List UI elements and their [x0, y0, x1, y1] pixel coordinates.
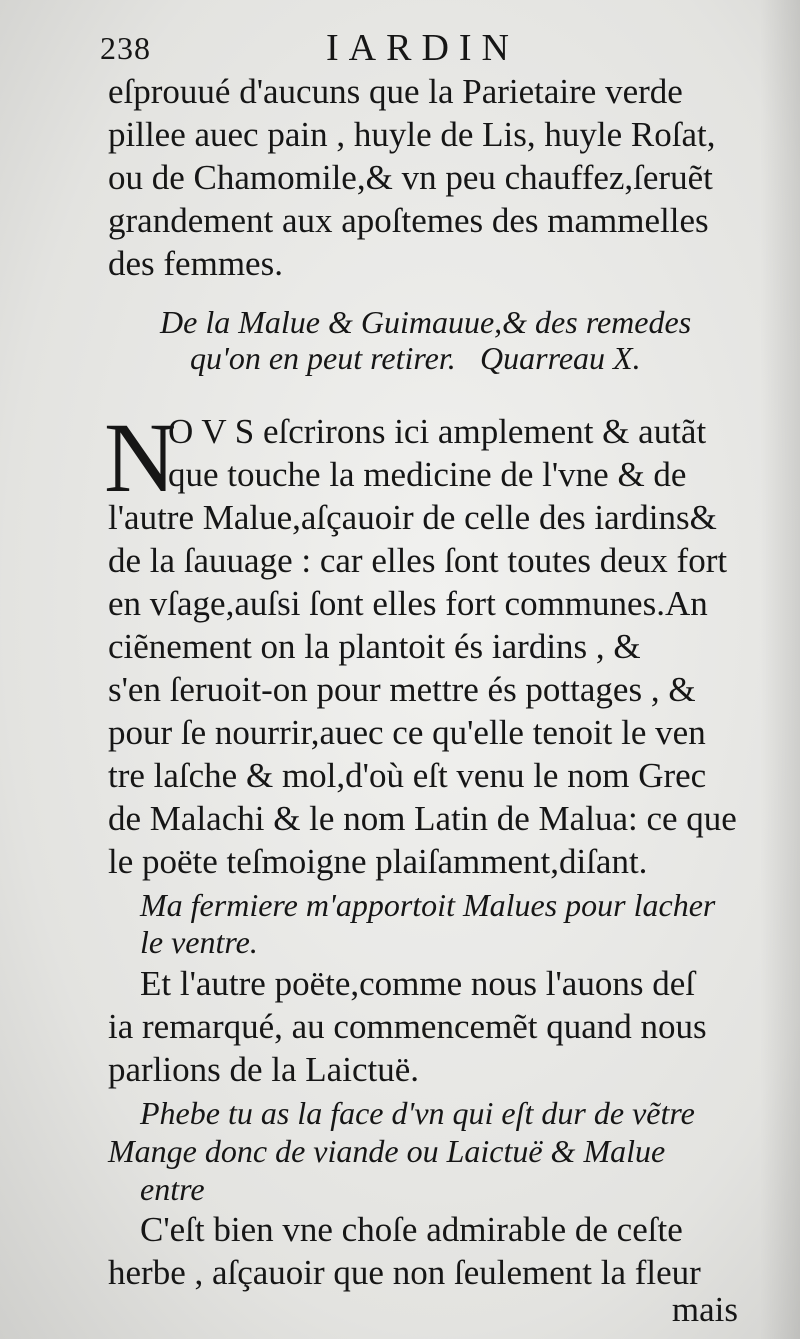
verse-line: Phebe tu as la face d'vn qui eſt dur de vẽtre [140, 1095, 695, 1131]
paragraph-line: O V S eſcrirons ici amplement & autãt [168, 412, 707, 451]
verse-line: le ventre. [140, 924, 258, 960]
paragraph2-line: ia remarqué, au commencemẽt quand nous [108, 1007, 707, 1046]
paragraph-line: pour ſe nourrir,auec ce qu'elle tenoit le ven [108, 713, 706, 752]
paragraph-line: en vſage,auſsi ſont elles fort communes.An [108, 584, 708, 623]
paragraph-line: que touche la medicine de l'vne & de [168, 455, 687, 494]
body-line: ou de Chamomile,& vn peu chauffez,ſeruẽt [108, 158, 713, 197]
paragraph-line: le poëte teſmoigne plaiſamment,diſant. [108, 842, 648, 881]
paragraph3-line: C'eſt bien vne choſe admirable de ceſte [140, 1210, 683, 1249]
paragraph-line: l'autre Malue,aſçauoir de celle des iardins& [108, 498, 717, 537]
body-line: eſprouué d'aucuns que la Parietaire verde [108, 72, 683, 111]
section-heading-line2: qu'on en peut retirer. [190, 340, 456, 376]
paragraph2-line: Et l'autre poëte,comme nous l'auons deſ [140, 964, 695, 1003]
running-head: IARDIN [326, 27, 519, 69]
drop-cap: N [104, 402, 177, 513]
section-heading: De la Malue & Guimauue,& des remedes [160, 304, 692, 340]
page-edge-shadow [760, 0, 800, 1339]
page-header [0, 20, 800, 69]
body-line: grandement aux apoſtemes des mammelles [108, 201, 709, 240]
verse-line: Ma fermiere m'apportoit Malues pour lacher [140, 887, 716, 923]
paragraph2-line: parlions de la Laictuë. [108, 1050, 419, 1089]
section-reference: Quarreau X. [480, 340, 641, 376]
paragraph-line: tre laſche & mol,d'où eſt venu le nom Grec [108, 756, 707, 795]
body-line: pillee auec pain , huyle de Lis, huyle Roſat, [108, 115, 716, 154]
verse-line: Mange donc de viande ou Laictuë & Malue [108, 1133, 666, 1169]
paragraph-line: de la ſauuage : car elles ſont toutes deux fort [108, 541, 728, 580]
paragraph-line: de Malachi & le nom Latin de Malua: ce que [108, 799, 737, 838]
body-line: des femmes. [108, 244, 283, 283]
paragraph-line: ciẽnement on la plantoit és iardins , & [108, 627, 641, 666]
verse-line: entre [140, 1171, 205, 1207]
paragraph-line: s'en ſeruoit-on pour mettre és pottages , & [108, 670, 696, 709]
paragraph3-line: herbe , aſçauoir que non ſeulement la fleur [108, 1253, 701, 1292]
page-number: 238 [100, 30, 151, 66]
catchword: mais [671, 1290, 738, 1329]
